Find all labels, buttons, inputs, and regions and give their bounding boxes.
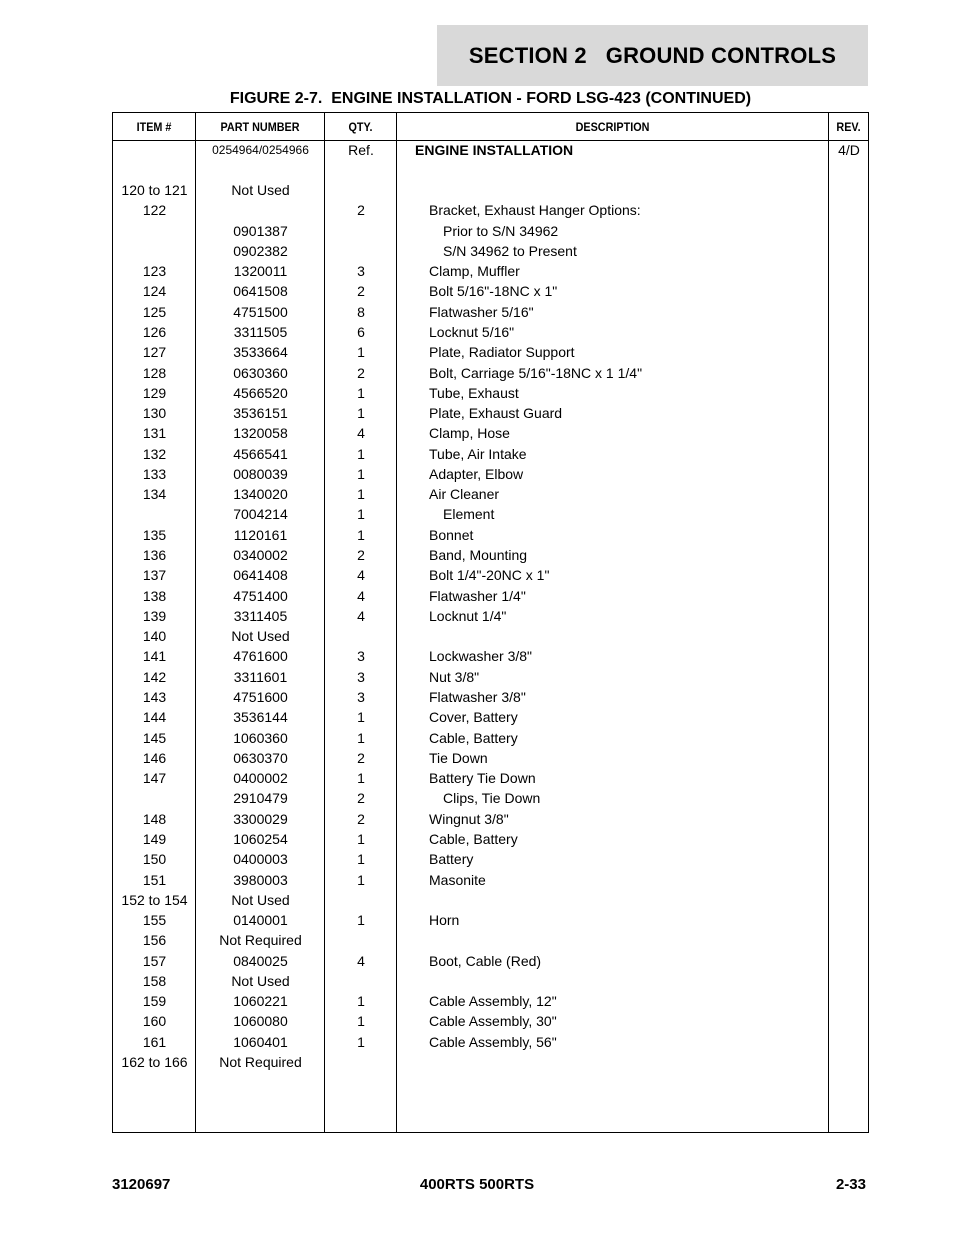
table-row bbox=[113, 930, 868, 950]
item-number: 140 bbox=[142, 628, 167, 645]
part-number: Not Used bbox=[231, 628, 290, 645]
item-number: 142 bbox=[142, 668, 167, 685]
table-row bbox=[113, 383, 868, 403]
table-row bbox=[113, 180, 868, 200]
description: Tube, Air Intake bbox=[429, 445, 527, 462]
quantity: 1 bbox=[357, 344, 365, 361]
table-row bbox=[113, 971, 868, 991]
description: Bolt 1/4"-20NC x 1" bbox=[429, 567, 550, 584]
description: Plate, Radiator Support bbox=[429, 344, 575, 361]
item-number: 126 bbox=[142, 323, 167, 340]
table-row bbox=[113, 464, 868, 484]
table-row bbox=[113, 484, 868, 504]
part-number: 2910479 bbox=[233, 790, 288, 807]
quantity: 6 bbox=[357, 323, 365, 340]
description: Cable Assembly, 12" bbox=[429, 993, 557, 1010]
quantity: 1 bbox=[357, 526, 365, 543]
item-number: 158 bbox=[142, 972, 167, 989]
table-row bbox=[113, 707, 868, 727]
part-number: 0400002 bbox=[233, 770, 288, 787]
item-number: 161 bbox=[142, 1033, 167, 1050]
header-description: DESCRIPTION bbox=[575, 119, 650, 134]
item-number: 134 bbox=[142, 486, 167, 503]
figure-title: FIGURE 2-7. ENGINE INSTALLATION - FORD LSG-423 (CONTINUED) bbox=[229, 90, 752, 107]
table-row bbox=[113, 606, 868, 626]
table-row bbox=[113, 302, 868, 322]
description: Clamp, Hose bbox=[429, 425, 510, 442]
table-row bbox=[113, 281, 868, 301]
table-row bbox=[113, 667, 868, 687]
part-number: 1320011 bbox=[233, 263, 288, 280]
table-row bbox=[113, 890, 868, 910]
part-number: 1320058 bbox=[233, 425, 288, 442]
item-number: 123 bbox=[142, 263, 167, 280]
part-number: 0140001 bbox=[233, 912, 288, 929]
description: Clamp, Muffler bbox=[429, 263, 520, 280]
description: Locknut 1/4" bbox=[429, 607, 507, 624]
quantity: 4 bbox=[357, 587, 365, 604]
item-number: 159 bbox=[142, 993, 167, 1010]
quantity: Ref. bbox=[348, 142, 374, 158]
table-row bbox=[113, 991, 868, 1011]
description: Flatwasher 3/8" bbox=[429, 689, 526, 705]
item-number: 132 bbox=[142, 445, 167, 462]
parts-table bbox=[112, 112, 869, 1133]
quantity: 2 bbox=[357, 749, 365, 766]
part-number: 1060254 bbox=[233, 830, 288, 847]
description: Flatwasher 1/4" bbox=[429, 587, 526, 604]
part-number: 4761600 bbox=[233, 648, 288, 665]
quantity: 1 bbox=[357, 1013, 365, 1030]
description: Nut 3/8" bbox=[429, 668, 480, 685]
description: Bolt 5/16"-18NC x 1" bbox=[429, 283, 558, 300]
description: Battery bbox=[429, 851, 474, 868]
part-number: 0901387 bbox=[233, 222, 288, 239]
quantity: 1 bbox=[357, 709, 365, 726]
table-row bbox=[113, 423, 868, 443]
footer-doc-number: 3120697 bbox=[112, 1176, 171, 1193]
quantity: 1 bbox=[357, 465, 365, 482]
table-row bbox=[113, 748, 868, 768]
description: Bracket, Exhaust Hanger Options: bbox=[429, 202, 641, 219]
item-number: 129 bbox=[142, 384, 167, 401]
description: Cover, Battery bbox=[429, 709, 518, 726]
item-number: 133 bbox=[142, 465, 167, 482]
description: Bonnet bbox=[429, 526, 474, 543]
item-number: 155 bbox=[142, 912, 167, 929]
description: Cable Assembly, 56" bbox=[429, 1033, 557, 1050]
description: Boot, Cable (Red) bbox=[429, 952, 542, 969]
table-row bbox=[113, 200, 868, 220]
part-number: 4751500 bbox=[233, 303, 288, 320]
table-row bbox=[113, 140, 868, 160]
item-number: 144 bbox=[142, 709, 167, 726]
item-number: 148 bbox=[142, 810, 167, 827]
footer-model: 400RTS 500RTS bbox=[419, 1176, 535, 1193]
table-row bbox=[113, 870, 868, 890]
part-number: 1060221 bbox=[233, 993, 288, 1010]
part-number: 4566520 bbox=[233, 384, 288, 401]
quantity: 1 bbox=[357, 506, 365, 523]
description: Plate, Exhaust Guard bbox=[429, 405, 563, 422]
item-number: 131 bbox=[142, 425, 167, 442]
item-number: 130 bbox=[142, 405, 167, 422]
header-qty: QTY. bbox=[348, 119, 373, 134]
quantity: 2 bbox=[357, 790, 365, 807]
quantity: 1 bbox=[357, 770, 365, 787]
item-number: 145 bbox=[142, 729, 167, 746]
item-number: 156 bbox=[142, 932, 167, 949]
description: Locknut 5/16" bbox=[429, 323, 515, 340]
part-number: 0400003 bbox=[233, 851, 288, 868]
table-row bbox=[113, 241, 868, 261]
quantity: 2 bbox=[357, 547, 365, 564]
quantity: 1 bbox=[357, 729, 365, 746]
table-row bbox=[113, 809, 868, 829]
description: Lockwasher 3/8" bbox=[429, 648, 533, 665]
description: Cable, Battery bbox=[429, 830, 518, 847]
item-number: 127 bbox=[142, 344, 167, 361]
part-number: 0902382 bbox=[233, 242, 288, 259]
quantity: 4 bbox=[357, 952, 365, 969]
quantity: 1 bbox=[357, 405, 365, 422]
description: Band, Mounting bbox=[429, 547, 528, 564]
quantity: 1 bbox=[357, 384, 365, 401]
part-number: 3300029 bbox=[233, 810, 288, 827]
table-row bbox=[113, 586, 868, 606]
quantity: 1 bbox=[357, 912, 365, 929]
quantity: 2 bbox=[357, 364, 365, 381]
table-row bbox=[113, 646, 868, 666]
header-item: ITEM # bbox=[136, 119, 172, 134]
description: Cable Assembly, 30" bbox=[429, 1013, 557, 1030]
header-part-number: PART NUMBER bbox=[220, 119, 300, 134]
table-row bbox=[113, 626, 868, 646]
description: Tube, Exhaust bbox=[429, 384, 519, 401]
part-number: 0630370 bbox=[233, 749, 288, 766]
quantity: 2 bbox=[357, 283, 365, 300]
table-row bbox=[113, 221, 868, 241]
part-number: 0641408 bbox=[233, 567, 288, 584]
table-row bbox=[113, 403, 868, 423]
table-row bbox=[113, 1052, 868, 1072]
part-number: 4751400 bbox=[233, 587, 288, 604]
item-number: 160 bbox=[142, 1013, 167, 1030]
part-number: 0641508 bbox=[233, 283, 288, 300]
item-number: 120 to 121 bbox=[121, 182, 188, 198]
item-number: 162 to 166 bbox=[121, 1054, 188, 1071]
quantity: 3 bbox=[357, 263, 365, 280]
item-number: 139 bbox=[142, 607, 167, 624]
item-number: 136 bbox=[142, 547, 167, 564]
item-number: 138 bbox=[142, 587, 167, 604]
part-number: 3980003 bbox=[233, 871, 288, 888]
item-number: 150 bbox=[142, 851, 167, 868]
table-row bbox=[113, 687, 868, 707]
part-number: 0340002 bbox=[233, 547, 288, 564]
table-row bbox=[113, 322, 868, 342]
description: Horn bbox=[429, 912, 460, 929]
description: Tie Down bbox=[429, 749, 488, 766]
table-row bbox=[113, 363, 868, 383]
description: Flatwasher 5/16" bbox=[429, 303, 534, 320]
part-number: 3311405 bbox=[233, 607, 288, 624]
table-row bbox=[113, 829, 868, 849]
part-number: 0254964/0254966 bbox=[212, 143, 309, 157]
quantity: 1 bbox=[357, 445, 365, 462]
description: Clips, Tie Down bbox=[443, 790, 541, 807]
revision: 4/D bbox=[838, 142, 860, 158]
description: Battery Tie Down bbox=[429, 770, 536, 787]
description: Wingnut 3/8" bbox=[429, 810, 509, 827]
part-number: 1120161 bbox=[233, 526, 288, 543]
part-number: 0630360 bbox=[233, 364, 288, 381]
quantity: 4 bbox=[357, 425, 365, 442]
part-number: 3536144 bbox=[233, 709, 288, 726]
part-number: 1060401 bbox=[233, 1033, 288, 1050]
description: Cable, Battery bbox=[429, 729, 518, 746]
quantity: 4 bbox=[357, 607, 365, 624]
quantity: 1 bbox=[357, 871, 365, 888]
item-number: 151 bbox=[142, 871, 167, 888]
item-number: 128 bbox=[142, 364, 167, 381]
part-number: 7004214 bbox=[233, 506, 288, 523]
table-row bbox=[113, 910, 868, 930]
quantity: 1 bbox=[357, 851, 365, 868]
item-number: 152 to 154 bbox=[121, 891, 188, 908]
section-banner: SECTION 2 GROUND CONTROLS bbox=[437, 25, 868, 86]
table-row bbox=[113, 728, 868, 748]
part-number: 1340020 bbox=[233, 486, 288, 503]
quantity: 4 bbox=[357, 567, 365, 584]
footer-page-number: 2-33 bbox=[835, 1176, 866, 1193]
description: Bolt, Carriage 5/16"-18NC x 1 1/4" bbox=[429, 364, 643, 381]
part-number: 3533664 bbox=[233, 344, 288, 361]
item-number: 147 bbox=[142, 770, 167, 787]
description: Prior to S/N 34962 bbox=[443, 222, 559, 239]
part-number: Not Required bbox=[219, 1054, 302, 1071]
item-number: 141 bbox=[142, 648, 167, 665]
item-number: 143 bbox=[142, 689, 167, 705]
quantity: 1 bbox=[357, 486, 365, 503]
part-number: 4751600 bbox=[233, 689, 288, 705]
part-number: 1060080 bbox=[233, 1013, 288, 1030]
description: Masonite bbox=[429, 871, 486, 888]
table-row bbox=[113, 565, 868, 585]
table-row bbox=[113, 525, 868, 545]
description: Adapter, Elbow bbox=[429, 465, 524, 482]
table-row bbox=[113, 1011, 868, 1031]
item-number: 149 bbox=[142, 830, 167, 847]
part-number: 3311505 bbox=[233, 323, 288, 340]
part-number: 3536151 bbox=[233, 405, 288, 422]
part-number: Not Required bbox=[219, 932, 302, 949]
description: Element bbox=[443, 506, 495, 523]
quantity: 1 bbox=[357, 830, 365, 847]
part-number: 0840025 bbox=[233, 952, 288, 969]
item-number: 157 bbox=[142, 952, 167, 969]
table-row bbox=[113, 788, 868, 808]
item-number: 125 bbox=[142, 303, 167, 320]
quantity: 1 bbox=[357, 1033, 365, 1050]
table-row bbox=[113, 342, 868, 362]
quantity: 8 bbox=[357, 303, 365, 320]
part-number: Not Used bbox=[231, 972, 290, 989]
quantity: 3 bbox=[357, 668, 365, 685]
table-row bbox=[113, 849, 868, 869]
quantity: 2 bbox=[357, 202, 365, 219]
part-number: 4566541 bbox=[233, 445, 288, 462]
header-rev: REV. bbox=[836, 119, 861, 134]
table-row bbox=[113, 504, 868, 524]
quantity: 2 bbox=[357, 810, 365, 827]
table-row bbox=[113, 444, 868, 464]
table-row bbox=[113, 545, 868, 565]
table-row bbox=[113, 768, 868, 788]
part-number: 3311601 bbox=[233, 668, 288, 685]
description: Air Cleaner bbox=[429, 486, 500, 503]
table-row bbox=[113, 261, 868, 281]
part-number: Not Used bbox=[231, 891, 290, 908]
description: ENGINE INSTALLATION bbox=[415, 142, 574, 158]
item-number: 122 bbox=[142, 202, 167, 219]
item-number: 124 bbox=[142, 283, 167, 300]
quantity: 1 bbox=[357, 993, 365, 1010]
table-row bbox=[113, 951, 868, 971]
table-row bbox=[113, 1032, 868, 1052]
item-number: 135 bbox=[142, 526, 167, 543]
description: S/N 34962 to Present bbox=[443, 242, 577, 259]
part-number: Not Used bbox=[231, 182, 290, 198]
quantity: 3 bbox=[357, 689, 365, 705]
item-number: 137 bbox=[142, 567, 167, 584]
item-number: 146 bbox=[142, 749, 167, 766]
quantity: 3 bbox=[357, 648, 365, 665]
part-number: 0080039 bbox=[233, 465, 288, 482]
part-number: 1060360 bbox=[233, 729, 288, 746]
